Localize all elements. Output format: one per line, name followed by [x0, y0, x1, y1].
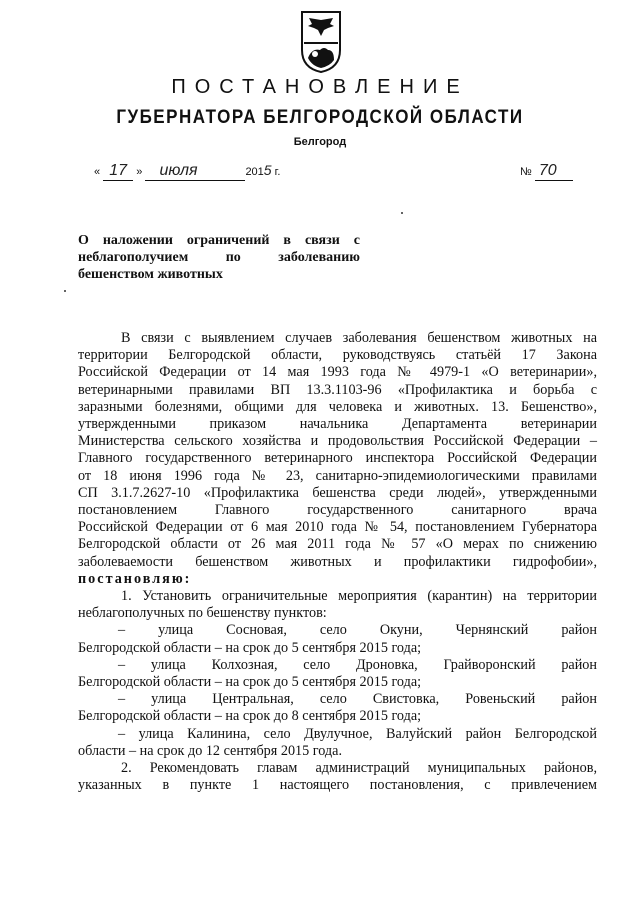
date-day: 17	[109, 162, 128, 179]
list-item-line: Белгородской области – на срок до 5 сентября 2015 года;	[78, 674, 422, 691]
body-line: заразными болезнями, общими для человека и животных. 13. Бешенство»,	[78, 398, 597, 415]
document-type-title: ПОСТАНОВЛЕНИЕ	[171, 76, 469, 98]
date-month: июля	[159, 162, 198, 179]
body-line: от 18 июня 1996 года № 23, санитарно-эпидемиологическими правилами	[78, 467, 597, 484]
list-item-line: – улица Колхозная, село Дроновка, Грайворонский район	[118, 656, 597, 673]
body-line: СП 3.1.7.2627-10 «Профилактика бешенства среди людей», утвержденными	[78, 484, 597, 501]
body-line: 2. Рекомендовать главам администраций муниципальных районов,	[121, 760, 597, 777]
title-line: О наложении ограничений в связи с	[78, 233, 360, 248]
list-item-line: – улица Центральная, село Свистовка, Ровеньский район	[118, 691, 597, 708]
list-item-line: – улица Калинина, село Двулучное, Валуйский район Белгородской	[118, 725, 597, 742]
body-line: заболеваемости бешенством животных и профилактики гидрофобии»,	[78, 553, 597, 570]
body-line: указанных в пункте 1 настоящего постановления, с привлечением	[78, 777, 597, 794]
body-line: утвержденными приказом начальника Департамента ветеринарии	[78, 416, 597, 433]
title-line: бешенством животных	[78, 267, 223, 282]
city-name: Белгород	[293, 136, 347, 148]
list-item-line: Белгородской области – на срок до 8 сентября 2015 года;	[78, 708, 422, 725]
document-number-field: № 70	[520, 162, 573, 181]
body-line: ветеринарными правилами ВП 13.3.1103-96 «Профилактика и борьба с	[78, 381, 597, 398]
resolution-word: постановляю:	[78, 570, 192, 587]
document-number: 70	[538, 162, 557, 179]
issuing-authority: ГУБЕРНАТОРА БЕЛГОРОДСКОЙ ОБЛАСТИ	[116, 105, 524, 128]
body-line: Министерства сельского хозяйства и продовольствия Российской Федерации –	[78, 433, 597, 450]
body-line: Белгородской области от 26 мая 2011 года № 57 «О мерах по снижению	[78, 536, 597, 553]
list-item-line: – улица Сосновая, село Окуни, Чернянский район	[118, 622, 597, 639]
body-line: Российской Федерации от 14 мая 1993 года № 4979-1 «О ветеринарии»,	[78, 364, 597, 381]
body-line: территории Белгородской области, руководствуясь статьёй 17 Закона	[78, 347, 597, 364]
scan-speck	[401, 212, 403, 214]
body-line: 1. Установить ограничительные мероприятия (карантин) на территории	[121, 588, 597, 605]
document-title	[78, 232, 360, 283]
body-line: постановлением Главного государственного санитарного врача	[78, 502, 597, 519]
scan-speck	[64, 290, 66, 292]
date-field: « 17 » июля 2015 г.	[94, 162, 281, 179]
body-line: неблагополучных по бешенству пунктов:	[78, 605, 327, 622]
belgorod-coat-of-arms-icon	[300, 10, 342, 74]
list-item-line: Белгородской области – на срок до 5 сентября 2015 года;	[78, 639, 422, 656]
title-line: неблагополучием по заболеванию	[78, 250, 360, 265]
document-body	[78, 330, 597, 794]
date-year: 5	[263, 162, 272, 178]
list-item-line: области – на срок до 12 сентября 2015 года.	[78, 742, 342, 759]
body-line: Российской Федерации от 6 мая 2010 года № 54, постановлением Губернатора	[78, 519, 597, 536]
body-line: В связи с выявлением случаев заболевания бешенством животных на	[121, 330, 597, 346]
body-line: Главного государственного ветеринарного инспектора Российской Федерации	[78, 450, 597, 467]
